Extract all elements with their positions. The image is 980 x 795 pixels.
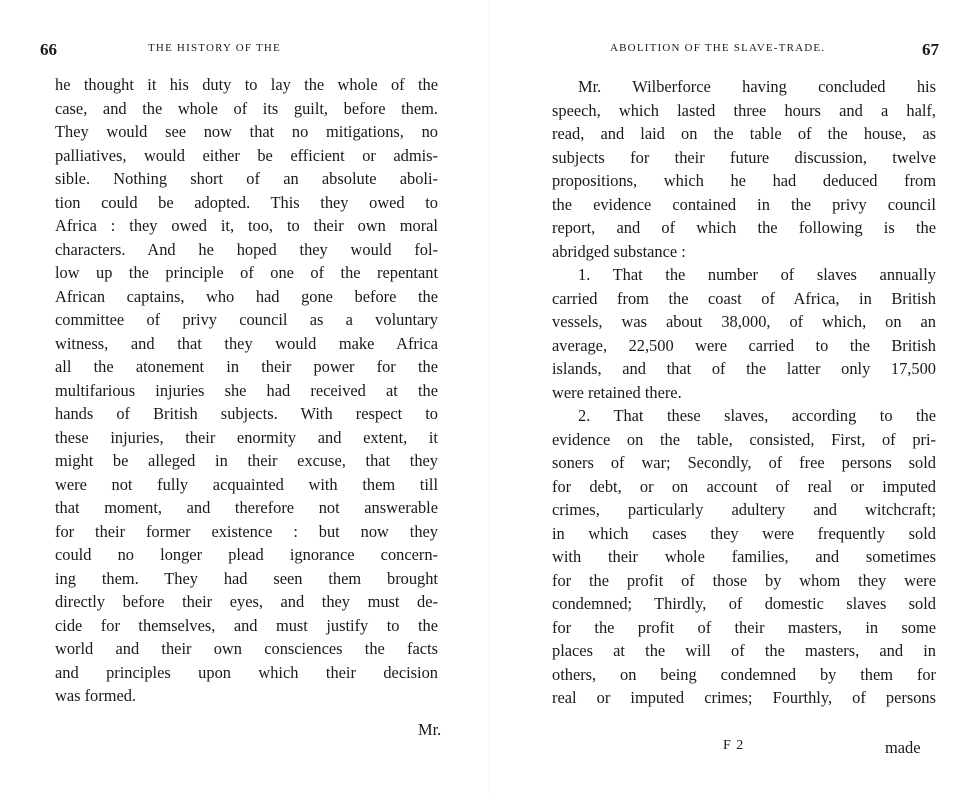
catchword-left: Mr. xyxy=(418,720,442,739)
text-line: evidence on the table, consisted, First, of pri- xyxy=(552,429,936,449)
text-line: condemned; Thirdly, of domestic slaves sold xyxy=(552,594,936,613)
text-line: crimes, particularly adultery and witchcraft; xyxy=(552,500,936,519)
text-line: all the atonement in their power for the xyxy=(55,357,438,376)
text-line: others, on being condemned by them for xyxy=(552,664,936,684)
text-line: low up the principle of one of the repentant xyxy=(55,263,438,282)
text-line: with their whole families, and sometimes xyxy=(552,547,936,566)
running-head-right: ABOLITION OF THE SLAVE-TRADE. xyxy=(610,42,826,54)
text-line: 2. That these slaves, according to the xyxy=(578,406,936,425)
text-line: speech, which lasted three hours and a half, xyxy=(552,100,936,120)
right-page xyxy=(490,0,980,795)
running-head-left: THE HISTORY OF THE xyxy=(148,42,281,54)
text-line: directly before their eyes, and they must de- xyxy=(55,592,438,611)
text-line: places at the will of the masters, and in xyxy=(552,641,936,660)
text-line: soners of war; Secondly, of free persons sold xyxy=(552,453,936,472)
text-line: abridged substance : xyxy=(552,241,686,261)
left-page-text xyxy=(55,73,438,708)
signature-mark: F 2 xyxy=(723,738,745,753)
page-number-right: 67 xyxy=(922,40,939,59)
text-line: were retained there. xyxy=(552,382,682,402)
text-line: report, and of which the following is the xyxy=(552,218,936,237)
text-line: vessels, was about 38,000, of which, on an xyxy=(552,312,936,331)
text-line: multifarious injuries she had received at the xyxy=(55,380,438,400)
text-line: read, and laid on the table of the house, as xyxy=(552,124,936,143)
text-line: sible. Nothing short of an absolute aboli- xyxy=(55,169,438,188)
text-line: palliatives, would either be efficient or admis- xyxy=(55,145,438,165)
text-line: that moment, and therefore not answerable xyxy=(55,498,438,517)
text-line: in which cases they were frequently sold xyxy=(552,523,936,543)
text-line: might be alleged in their excuse, that they xyxy=(55,451,438,470)
text-line: They would see now that no mitigations, no xyxy=(55,122,438,141)
text-line: cide for themselves, and must justify to the xyxy=(55,615,438,635)
text-line: committee of privy council as a voluntary xyxy=(55,310,438,329)
text-line: and principles upon which their decision xyxy=(55,662,438,682)
right-page-text xyxy=(552,75,936,710)
text-line: he thought it his duty to lay the whole of the xyxy=(55,75,438,94)
text-line: propositions, which he had deduced from xyxy=(552,171,936,190)
text-line: these injuries, their enormity and extent, it xyxy=(55,427,438,447)
text-line: Mr. Wilberforce having concluded his xyxy=(578,77,936,96)
text-line: 1. That the number of slaves annually xyxy=(578,265,936,284)
text-line: world and their own consciences the facts xyxy=(55,639,438,658)
text-line: for the profit of their masters, in some xyxy=(552,617,936,637)
text-line: could no longer plead ignorance concern- xyxy=(55,545,438,564)
text-line: was formed. xyxy=(55,686,137,705)
text-line: case, and the whole of its guilt, before them. xyxy=(55,98,438,118)
catchword-right: made xyxy=(885,738,921,757)
page-number-left: 66 xyxy=(40,40,57,59)
text-line: Africa : they owed it, too, to their own moral xyxy=(55,216,438,235)
text-line: tion could be adopted. This they owed to xyxy=(55,192,438,212)
text-line: carried from the coast of Africa, in British xyxy=(552,288,936,308)
text-line: subjects for their future discussion, twelve xyxy=(552,147,936,167)
text-line: characters. And he hoped they would fol- xyxy=(55,239,438,259)
text-line: for their former existence : but now they xyxy=(55,521,438,541)
text-line: witness, and that they would make Africa xyxy=(55,333,438,353)
text-line: the evidence contained in the privy council xyxy=(552,194,936,214)
text-line: average, 22,500 were carried to the British xyxy=(552,335,936,355)
text-line: African captains, who had gone before the xyxy=(55,286,438,306)
text-line: real or imputed crimes; Fourthly, of persons xyxy=(552,688,936,707)
text-line: hands of British subjects. With respect to xyxy=(55,404,438,423)
text-line: islands, and that of the latter only 17,500 xyxy=(552,359,936,378)
text-line: for debt, or on account of real or imputed xyxy=(552,476,936,496)
text-line: ing them. They had seen them brought xyxy=(55,568,438,588)
text-line: for the profit of those by whom they were xyxy=(552,570,936,590)
text-line: were not fully acquainted with them till xyxy=(55,474,438,494)
